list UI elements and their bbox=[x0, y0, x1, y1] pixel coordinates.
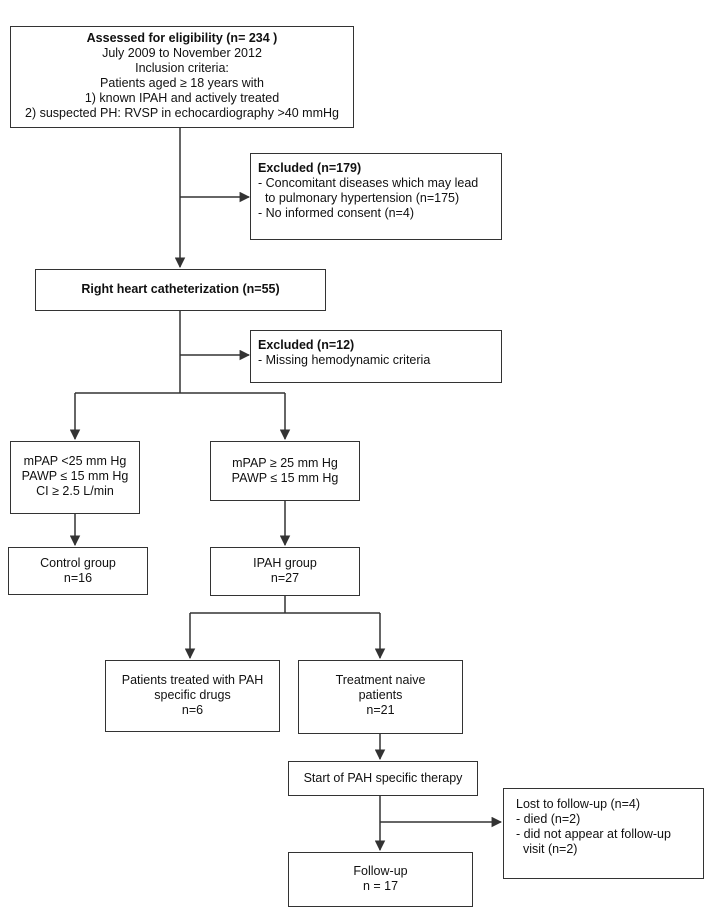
naive-box bbox=[298, 660, 463, 734]
rhc-box bbox=[35, 269, 326, 311]
control-group-line: n=16 bbox=[63, 571, 93, 585]
start-therapy-box bbox=[288, 761, 478, 796]
ipah-group-line: n=27 bbox=[270, 571, 300, 585]
assessed-box bbox=[10, 26, 354, 128]
lost-line: - did not appear at follow-up bbox=[516, 827, 671, 841]
criteria-ipah-line: mPAP ≥ 25 mm Hg bbox=[232, 456, 338, 470]
followup-line: Follow-up bbox=[353, 864, 408, 878]
criteria-control-line: PAWP ≤ 15 mm Hg bbox=[21, 469, 129, 483]
criteria-control-box bbox=[10, 441, 140, 514]
treated-box bbox=[105, 660, 280, 732]
assessed-line: 2) suspected PH: RVSP in echocardiography >40 mmHg bbox=[25, 106, 339, 120]
excluded-2-title: Excluded (n=12) bbox=[258, 338, 355, 352]
assessed-line: Inclusion criteria: bbox=[135, 61, 229, 75]
criteria-control-line: CI ≥ 2.5 L/min bbox=[36, 484, 114, 498]
ipah-group-line: IPAH group bbox=[253, 556, 317, 570]
treated-line: specific drugs bbox=[154, 688, 231, 702]
treated-line: Patients treated with PAH bbox=[121, 673, 264, 687]
criteria-ipah-line: PAWP ≤ 15 mm Hg bbox=[231, 471, 339, 485]
criteria-ipah-box bbox=[210, 441, 360, 501]
followup-box bbox=[288, 852, 473, 907]
rhc-title: Right heart catheterization (n=55) bbox=[81, 282, 280, 296]
naive-line: Treatment naive bbox=[335, 673, 426, 687]
lost-line: visit (n=2) bbox=[516, 842, 578, 856]
assessed-line: Patients aged ≥ 18 years with bbox=[100, 76, 264, 90]
treated-line: n=6 bbox=[181, 703, 204, 717]
lost-line: Lost to follow-up (n=4) bbox=[516, 797, 641, 811]
control-group-line: Control group bbox=[40, 556, 116, 570]
criteria-control-line: mPAP <25 mm Hg bbox=[23, 454, 127, 468]
excluded-2-line: - Missing hemodynamic criteria bbox=[258, 353, 431, 367]
excluded-1-title: Excluded (n=179) bbox=[258, 161, 362, 175]
excluded-box-2 bbox=[250, 330, 502, 383]
naive-line: patients bbox=[358, 688, 403, 702]
assessed-line: July 2009 to November 2012 bbox=[102, 46, 262, 60]
assessed-title: Assessed for eligibility (n= 234 ) bbox=[86, 31, 278, 45]
followup-line: n = 17 bbox=[362, 879, 399, 893]
excluded-box-1 bbox=[250, 153, 502, 240]
excluded-1-line: - No informed consent (n=4) bbox=[258, 206, 414, 220]
control-group-box bbox=[8, 547, 148, 595]
assessed-line: 1) known IPAH and actively treated bbox=[84, 91, 280, 105]
naive-line: n=21 bbox=[366, 703, 395, 717]
start-therapy-line: Start of PAH specific therapy bbox=[303, 771, 463, 785]
excluded-1-line: to pulmonary hypertension (n=175) bbox=[258, 191, 460, 205]
ipah-group-box bbox=[210, 547, 360, 596]
lost-line: - died (n=2) bbox=[516, 812, 581, 826]
excluded-1-line: - Concomitant diseases which may lead bbox=[258, 176, 479, 190]
lost-box bbox=[503, 788, 704, 879]
